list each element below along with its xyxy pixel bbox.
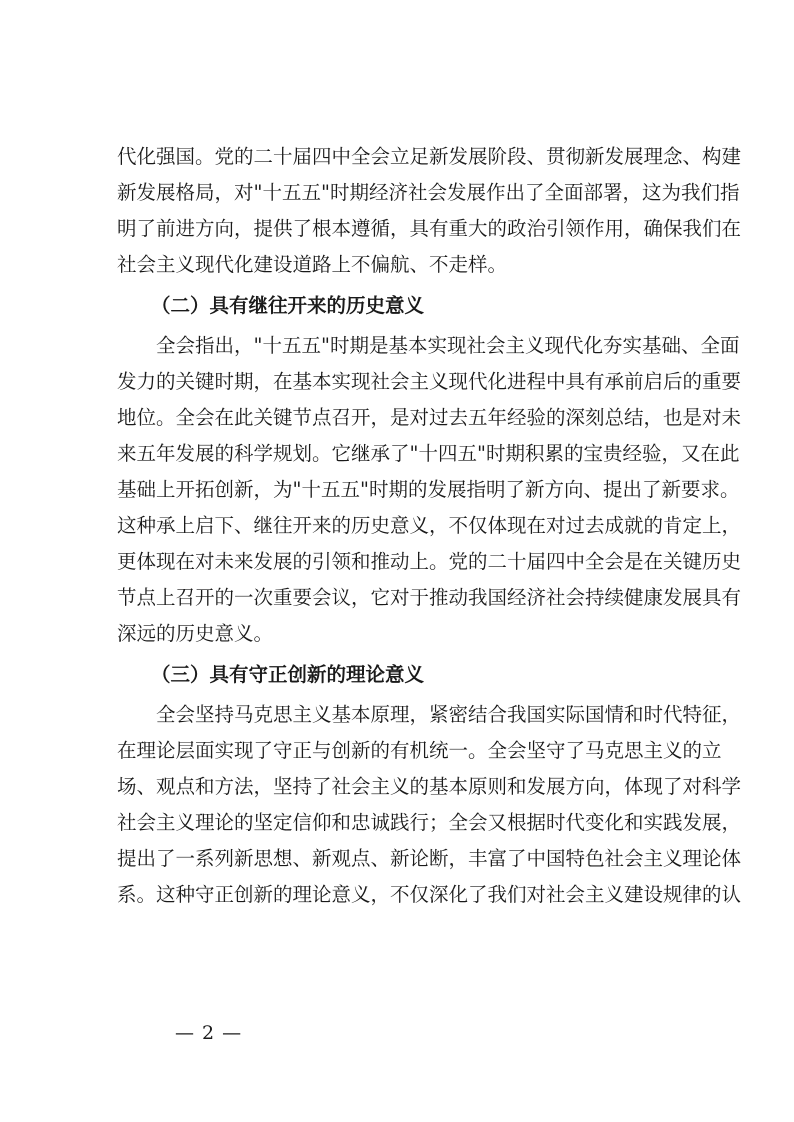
text-line: 全会坚持马克思主义基本原理，紧密结合我国实际国情和时代特征， [156,703,742,726]
text-line: 明了前进方向，提供了根本遵循，具有重大的政治引领作用，确保我们在 [117,217,742,240]
text-line: 在理论层面实现了守正与创新的有机统一。全会坚守了马克思主义的立 [117,739,722,762]
text-line: 深远的历史意义。 [117,622,274,645]
text-line: 新发展格局，对"十五五"时期经济社会发展作出了全面部署，这为我们指 [117,181,740,204]
text-line: 系。这种守正创新的理论意义，不仅深化了我们对社会主义建设规律的认 [117,883,742,906]
text-line: 节点上召开的一次重要会议，它对于推动我国经济社会持续健康发展具有 [117,586,742,609]
page-number: — 2 — [175,1022,243,1044]
text-line: 来五年发展的科学规划。它继承了"十四五"时期积累的宝贵经验，又在此 [117,442,740,465]
section-heading: （三）具有守正创新的理论意义 [151,663,425,686]
text-line: 地位。全会在此关键节点召开，是对过去五年经验的深刻总结，也是对未 [117,406,742,429]
text-line: 发力的关键时期，在基本实现社会主义现代化进程中具有承前启后的重要 [117,370,742,393]
text-line: 社会主义现代化建设道路上不偏航、不走样。 [117,253,508,276]
text-line: 提出了一系列新思想、新观点、新论断，丰富了中国特色社会主义理论体 [117,847,742,870]
document-body [117,139,742,913]
text-line: 基础上开拓创新，为"十五五"时期的发展指明了新方向、提出了新要求。 [117,478,740,501]
text-line: 代化强国。党的二十届四中全会立足新发展阶段、贯彻新发展理念、构建 [117,145,742,168]
text-line: 这种承上启下、继往开来的历史意义，不仅体现在对过去成就的肯定上， [117,514,742,537]
section-heading: （二）具有继往开来的历史意义 [151,294,425,317]
text-line: 更体现在对未来发展的引领和推动上。党的二十届四中全会是在关键历史 [117,550,742,573]
text-line: 社会主义理论的坚定信仰和忠诚践行；全会又根据时代变化和实践发展， [117,811,742,834]
text-line: 全会指出，"十五五"时期是基本实现社会主义现代化夯实基础、全面 [156,334,740,357]
text-line: 场、观点和方法，坚持了社会主义的基本原则和发展方向，体现了对科学 [117,775,742,798]
